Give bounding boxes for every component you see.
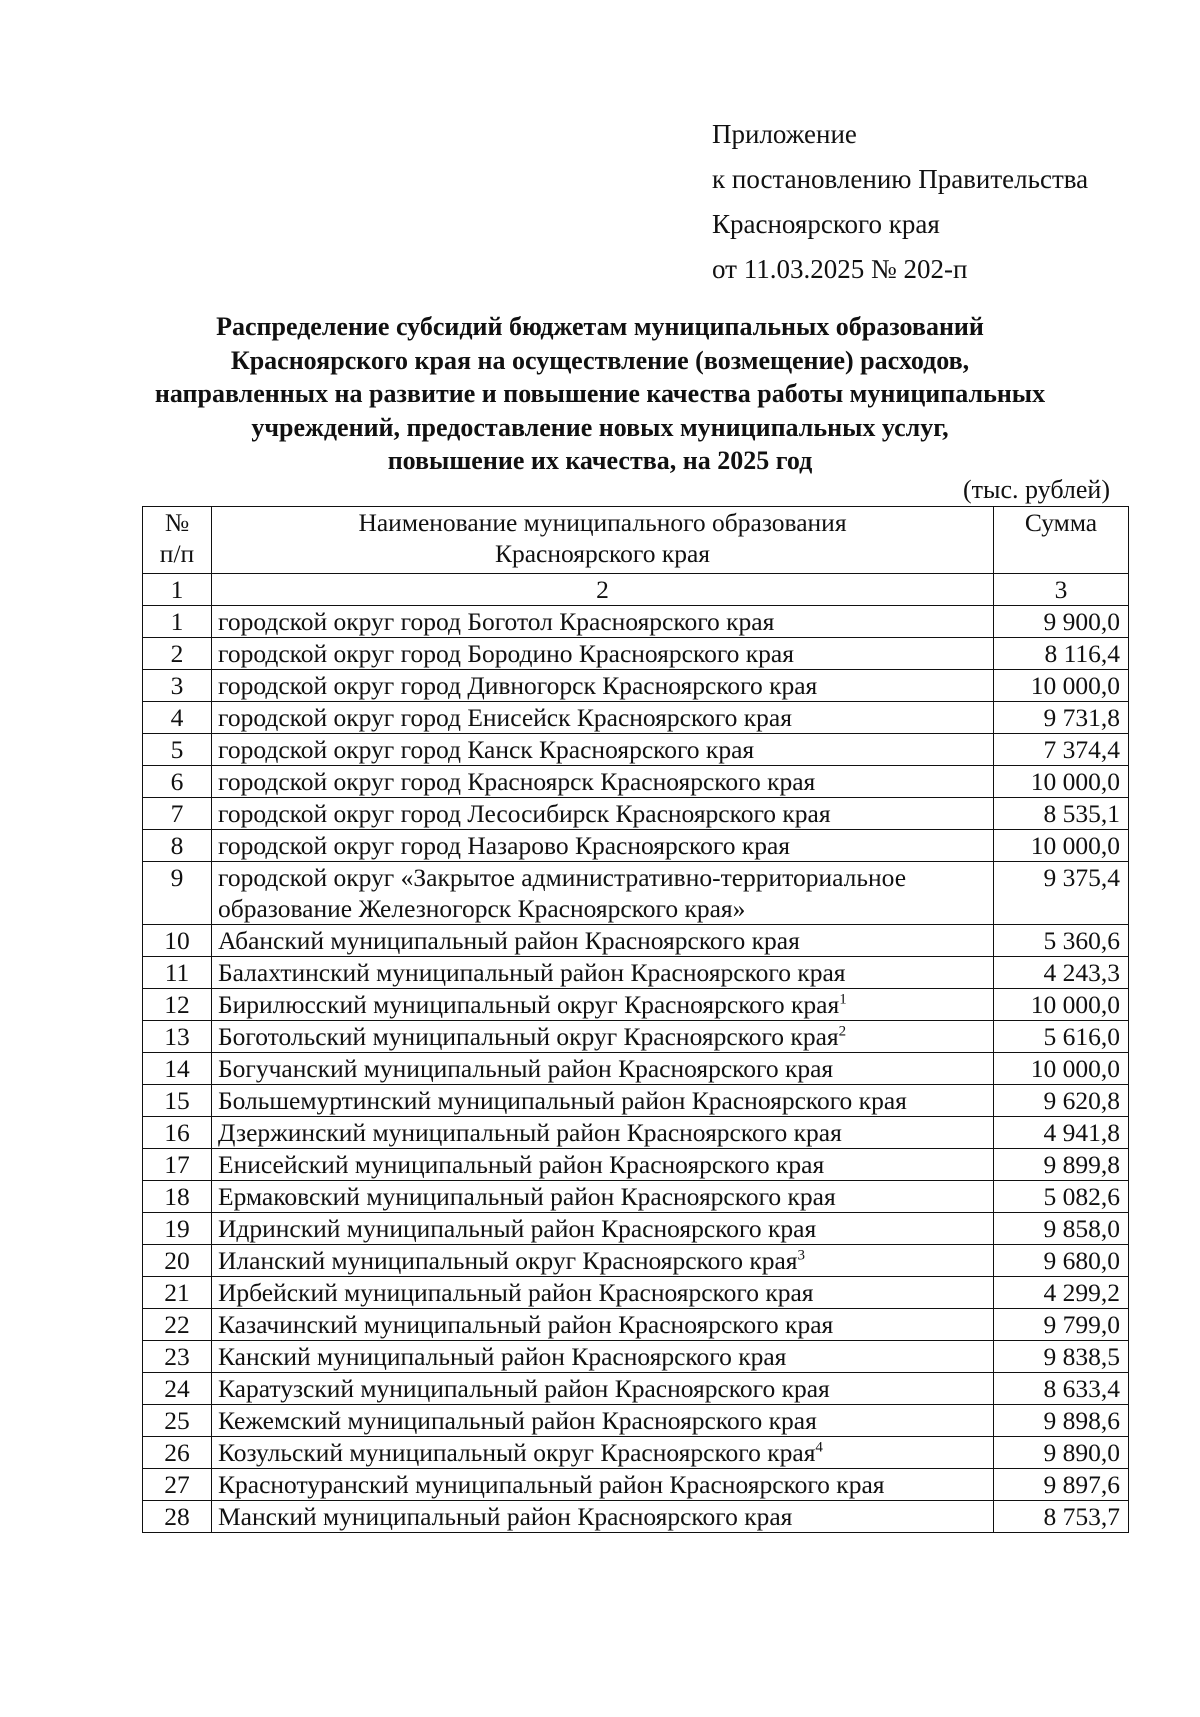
row-municipality	[212, 1181, 994, 1213]
table-row	[143, 1373, 1129, 1405]
row-municipality	[212, 957, 994, 989]
row-municipality	[212, 1405, 994, 1437]
row-number: 18	[143, 1181, 212, 1213]
row-municipality	[212, 925, 994, 957]
table-row	[143, 638, 1129, 670]
row-sum: 5 082,6	[994, 1181, 1129, 1213]
header-name-line-1: Наименование муниципального образования	[358, 508, 847, 537]
table-header-row	[143, 507, 1129, 574]
column-number-row	[143, 574, 1129, 606]
table-row	[143, 1021, 1129, 1053]
table-row	[143, 862, 1129, 925]
appendix-line-3: Красноярского края	[712, 209, 940, 239]
municipality-name: городской округ город Канск Красноярского края	[218, 735, 755, 764]
row-sum: 9 890,0	[994, 1437, 1129, 1469]
row-sum: 9 898,6	[994, 1405, 1129, 1437]
row-municipality	[212, 638, 994, 670]
title-line-4: учреждений, предоставление новых муниципальных услуг,	[251, 412, 949, 442]
appendix-line-2: к постановлению Правительства	[712, 164, 1089, 194]
row-number: 2	[143, 638, 212, 670]
municipality-name: городской округ город Дивногорск Красноярского края	[218, 671, 818, 700]
municipality-name: Каратузский муниципальный район Красноярского края	[218, 1374, 830, 1403]
row-number: 19	[143, 1213, 212, 1245]
row-number: 26	[143, 1437, 212, 1469]
row-municipality	[212, 734, 994, 766]
row-number: 23	[143, 1341, 212, 1373]
header-number-line-2: п/п	[159, 539, 195, 568]
municipality-name: Ирбейский муниципальный район Красноярского края	[218, 1278, 814, 1307]
row-municipality	[212, 1053, 994, 1085]
row-municipality	[212, 1309, 994, 1341]
header-number	[143, 507, 212, 574]
row-number: 20	[143, 1245, 212, 1277]
row-number: 24	[143, 1373, 212, 1405]
table-row	[143, 1149, 1129, 1181]
row-number: 8	[143, 830, 212, 862]
row-municipality	[212, 989, 994, 1021]
row-sum: 9 620,8	[994, 1085, 1129, 1117]
row-municipality	[212, 766, 994, 798]
row-municipality	[212, 702, 994, 734]
row-sum: 10 000,0	[994, 830, 1129, 862]
table-row	[143, 702, 1129, 734]
table-row	[143, 925, 1129, 957]
header-name	[212, 507, 994, 574]
row-sum: 9 375,4	[994, 862, 1129, 925]
header-number-line-1: №	[164, 508, 190, 537]
municipality-name: Манский муниципальный район Красноярского края	[218, 1502, 793, 1531]
table-row	[143, 1277, 1129, 1309]
row-number: 13	[143, 1021, 212, 1053]
row-sum: 9 897,6	[994, 1469, 1129, 1501]
row-sum: 5 360,6	[994, 925, 1129, 957]
table-row	[143, 670, 1129, 702]
municipality-name: Казачинский муниципальный район Красноярского края	[218, 1310, 834, 1339]
table-row	[143, 1213, 1129, 1245]
row-sum: 10 000,0	[994, 766, 1129, 798]
municipality-name: Дзержинский муниципальный район Красноярского края	[218, 1118, 842, 1147]
row-number: 22	[143, 1309, 212, 1341]
row-sum: 9 900,0	[994, 606, 1129, 638]
footnote-marker: 4	[815, 1439, 823, 1456]
row-sum: 4 299,2	[994, 1277, 1129, 1309]
row-sum: 4 243,3	[994, 957, 1129, 989]
row-number: 11	[143, 957, 212, 989]
row-municipality	[212, 1213, 994, 1245]
row-sum: 8 535,1	[994, 798, 1129, 830]
row-municipality	[212, 798, 994, 830]
row-sum: 5 616,0	[994, 1021, 1129, 1053]
row-sum: 8 116,4	[994, 638, 1129, 670]
table-row	[143, 1181, 1129, 1213]
table-row	[143, 1341, 1129, 1373]
row-sum: 8 753,7	[994, 1501, 1129, 1533]
table-body	[143, 606, 1129, 1533]
row-municipality	[212, 1341, 994, 1373]
appendix-line-4: от 11.03.2025 № 202-п	[712, 254, 968, 284]
table-row	[143, 957, 1129, 989]
row-sum: 10 000,0	[994, 670, 1129, 702]
table-row	[143, 798, 1129, 830]
municipality-name: Кежемский муниципальный район Красноярского края	[218, 1406, 817, 1435]
row-sum: 7 374,4	[994, 734, 1129, 766]
row-municipality	[212, 1021, 994, 1053]
table-row	[143, 1245, 1129, 1277]
row-number: 9	[143, 862, 212, 925]
row-sum: 9 731,8	[994, 702, 1129, 734]
row-municipality	[212, 1085, 994, 1117]
footnote-marker: 2	[838, 1023, 847, 1040]
row-municipality	[212, 1245, 994, 1277]
header-name-line-2: Красноярского края	[494, 539, 711, 568]
municipality-name: городской округ город Красноярск Красноярского края	[218, 767, 816, 796]
municipality-name: Бирилюсский муниципальный округ Красноярского края	[218, 990, 840, 1019]
appendix-line-1: Приложение	[712, 119, 857, 149]
row-municipality	[212, 1117, 994, 1149]
row-sum: 9 838,5	[994, 1341, 1129, 1373]
title-line-3: направленных на развитие и повышение качества работы муниципальных	[154, 379, 1046, 408]
row-number: 10	[143, 925, 212, 957]
row-sum: 4 941,8	[994, 1117, 1129, 1149]
row-municipality	[212, 670, 994, 702]
municipality-name: Канский муниципальный район Красноярского края	[218, 1342, 787, 1371]
municipality-name: Иланский муниципальный округ Красноярского края	[218, 1246, 798, 1275]
row-sum: 10 000,0	[994, 989, 1129, 1021]
municipality-name: городской округ город Лесосибирск Красноярского края	[218, 799, 831, 828]
row-number: 5	[143, 734, 212, 766]
row-number: 1	[143, 606, 212, 638]
row-number: 21	[143, 1277, 212, 1309]
document-title	[120, 310, 1080, 478]
table-row	[143, 1309, 1129, 1341]
municipality-name: Краснотуранский муниципальный район Красноярского края	[218, 1470, 885, 1499]
row-number: 12	[143, 989, 212, 1021]
row-number: 25	[143, 1405, 212, 1437]
table-row	[143, 1085, 1129, 1117]
title-line-5: повышение их качества, на 2025 год	[387, 446, 813, 475]
row-sum: 10 000,0	[994, 1053, 1129, 1085]
table-row	[143, 830, 1129, 862]
municipality-name: Абанский муниципальный район Красноярского края	[218, 926, 800, 955]
municipality-name: Енисейский муниципальный район Красноярского края	[218, 1150, 825, 1179]
table-row	[143, 766, 1129, 798]
row-municipality	[212, 862, 994, 925]
footnote-marker: 3	[797, 1247, 806, 1264]
column-number-2: 2	[212, 574, 994, 606]
row-sum: 9 858,0	[994, 1213, 1129, 1245]
row-number: 6	[143, 766, 212, 798]
table-row	[143, 1053, 1129, 1085]
municipality-name: городской округ город Бородино Красноярского края	[218, 639, 794, 668]
municipality-name: городской округ город Боготол Красноярского края	[218, 607, 775, 636]
column-number-1: 1	[143, 574, 212, 606]
row-sum: 9 799,0	[994, 1309, 1129, 1341]
appendix-block	[712, 112, 1088, 292]
column-number-3: 3	[994, 574, 1129, 606]
row-number: 7	[143, 798, 212, 830]
row-municipality	[212, 1469, 994, 1501]
municipality-name: Боготольский муниципальный округ Красноярского края	[218, 1022, 839, 1051]
municipality-name: Балахтинский муниципальный район Красноярского края	[218, 958, 846, 987]
table-row	[143, 606, 1129, 638]
table-row	[143, 1469, 1129, 1501]
row-municipality	[212, 1277, 994, 1309]
row-municipality	[212, 1437, 994, 1469]
table-row	[143, 1405, 1129, 1437]
row-municipality	[212, 1501, 994, 1533]
subsidy-table	[142, 506, 1129, 1533]
row-number: 15	[143, 1085, 212, 1117]
row-number: 16	[143, 1117, 212, 1149]
row-sum: 9 899,8	[994, 1149, 1129, 1181]
municipality-name: Козульский муниципальный округ Красноярского края	[218, 1438, 816, 1467]
row-number: 27	[143, 1469, 212, 1501]
header-sum: Сумма	[994, 507, 1129, 574]
row-number: 14	[143, 1053, 212, 1085]
title-line-1: Распределение субсидий бюджетам муниципальных образований	[216, 312, 984, 341]
table-row	[143, 734, 1129, 766]
row-municipality	[212, 606, 994, 638]
municipality-name: Большемуртинский муниципальный район Красноярского края	[218, 1086, 907, 1115]
row-municipality	[212, 1149, 994, 1181]
row-number: 17	[143, 1149, 212, 1181]
table-row	[143, 1437, 1129, 1469]
footnote-marker: 1	[839, 991, 847, 1008]
row-number: 28	[143, 1501, 212, 1533]
municipality-name: городской округ «Закрытое административно-территориальное образование Железногорск Красноярского края»	[218, 863, 907, 923]
row-sum: 8 633,4	[994, 1373, 1129, 1405]
row-number: 3	[143, 670, 212, 702]
row-sum: 9 680,0	[994, 1245, 1129, 1277]
row-number: 4	[143, 702, 212, 734]
municipality-name: городской округ город Енисейск Красноярского края	[218, 703, 792, 732]
table-row	[143, 989, 1129, 1021]
municipality-name: Богучанский муниципальный район Красноярского края	[218, 1054, 834, 1083]
municipality-name: Идринский муниципальный район Красноярского края	[218, 1214, 817, 1243]
row-municipality	[212, 1373, 994, 1405]
table-row	[143, 1501, 1129, 1533]
units-label: (тыс. рублей)	[962, 475, 1110, 504]
municipality-name: городской округ город Назарово Красноярского края	[218, 831, 791, 860]
table-row	[143, 1117, 1129, 1149]
title-line-2: Красноярского края на осуществление (возмещение) расходов,	[230, 345, 970, 375]
municipality-name: Ермаковский муниципальный район Красноярского края	[218, 1182, 836, 1211]
row-municipality	[212, 830, 994, 862]
